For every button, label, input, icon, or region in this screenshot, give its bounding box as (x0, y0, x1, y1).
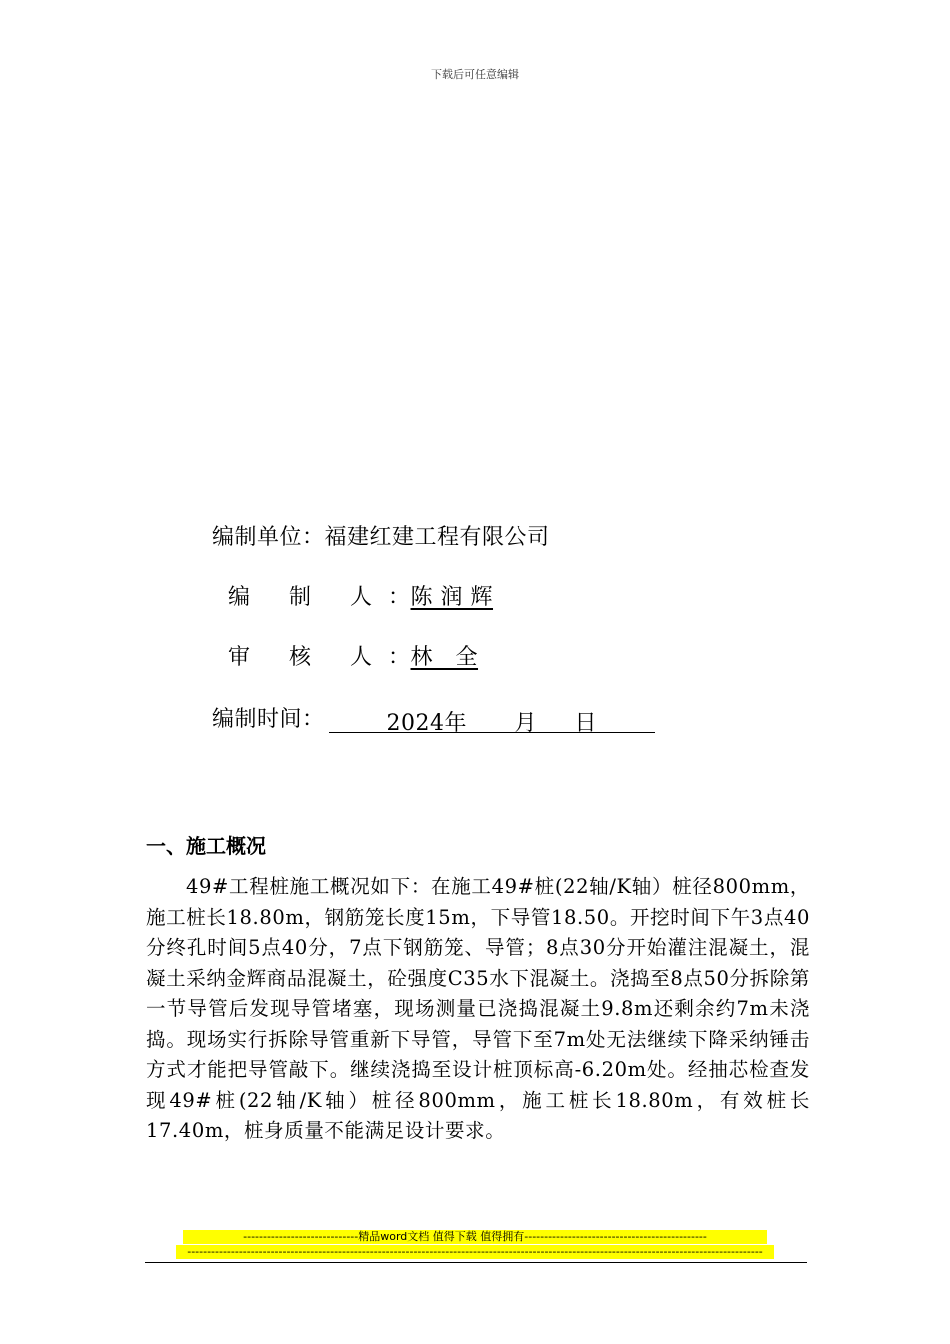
reviewer-label: 审 核 人 (228, 645, 388, 670)
compiler-colon: ： (388, 585, 411, 610)
reviewer-value: 林 全 (410, 645, 479, 670)
compiling-unit-label: 编制单位： (212, 525, 325, 550)
compiler-value: 陈 润 辉 (410, 585, 494, 610)
footer-banner-line-2 (0, 1245, 950, 1263)
compiler-line (228, 580, 493, 611)
footer-banner-text-1: -----------------------------精品word文档 值得下载 值得拥有---------------------------------------------- (183, 1230, 767, 1244)
compile-date-label: 编制时间： (212, 707, 325, 732)
compiling-unit-line (212, 520, 550, 551)
footer-banner-text-2: ------------------------------------------------------------------------------------------------------------------------------------------------- (176, 1245, 774, 1259)
reviewer-colon: ： (388, 645, 411, 670)
compile-date-field (329, 706, 655, 736)
footer-rule (145, 1262, 807, 1263)
compiler-label: 编 制 人 (228, 585, 388, 610)
header-note: 下载后可任意编辑 (431, 68, 519, 81)
compile-date-day: 日 (574, 711, 598, 736)
compile-date-year: 2024年 (386, 711, 468, 736)
section-title: 一、施工概况 (146, 834, 266, 858)
compiling-unit-value: 福建红建工程有限公司 (324, 525, 550, 550)
compile-date-line (212, 702, 655, 736)
compile-date-month: 月 (514, 711, 538, 736)
reviewer-line (228, 640, 478, 671)
overview-paragraph: 49#工程桩施工概况如下：在施工49#桩(22轴/K轴）桩径800mm，施工桩长18.80m，钢筋笼长度15m，下导管18.50。开挖时间下午3点40分终孔时间5点40分，7点下钢筋笼、导管；8点30分开始灌注混凝土，混凝土采纳金辉商品混凝土，砼强度C35水下混凝土。浇捣至8点50分拆除第一节导管后发现导管堵塞，现场测量已浇捣混凝土9.8m还剩余约7m未浇捣。现场实行拆除导管重新下导管，导管下至7m处无法继续下降采纳锤击方式才能把导管敲下。继续浇捣至设计桩顶标高-6.20m处。经抽芯检查发现49#桩(22轴/K轴）桩径800mm，施工桩长18.80m，有效桩长17.40m，桩身质量不能满足设计要求。 (146, 875, 810, 1142)
